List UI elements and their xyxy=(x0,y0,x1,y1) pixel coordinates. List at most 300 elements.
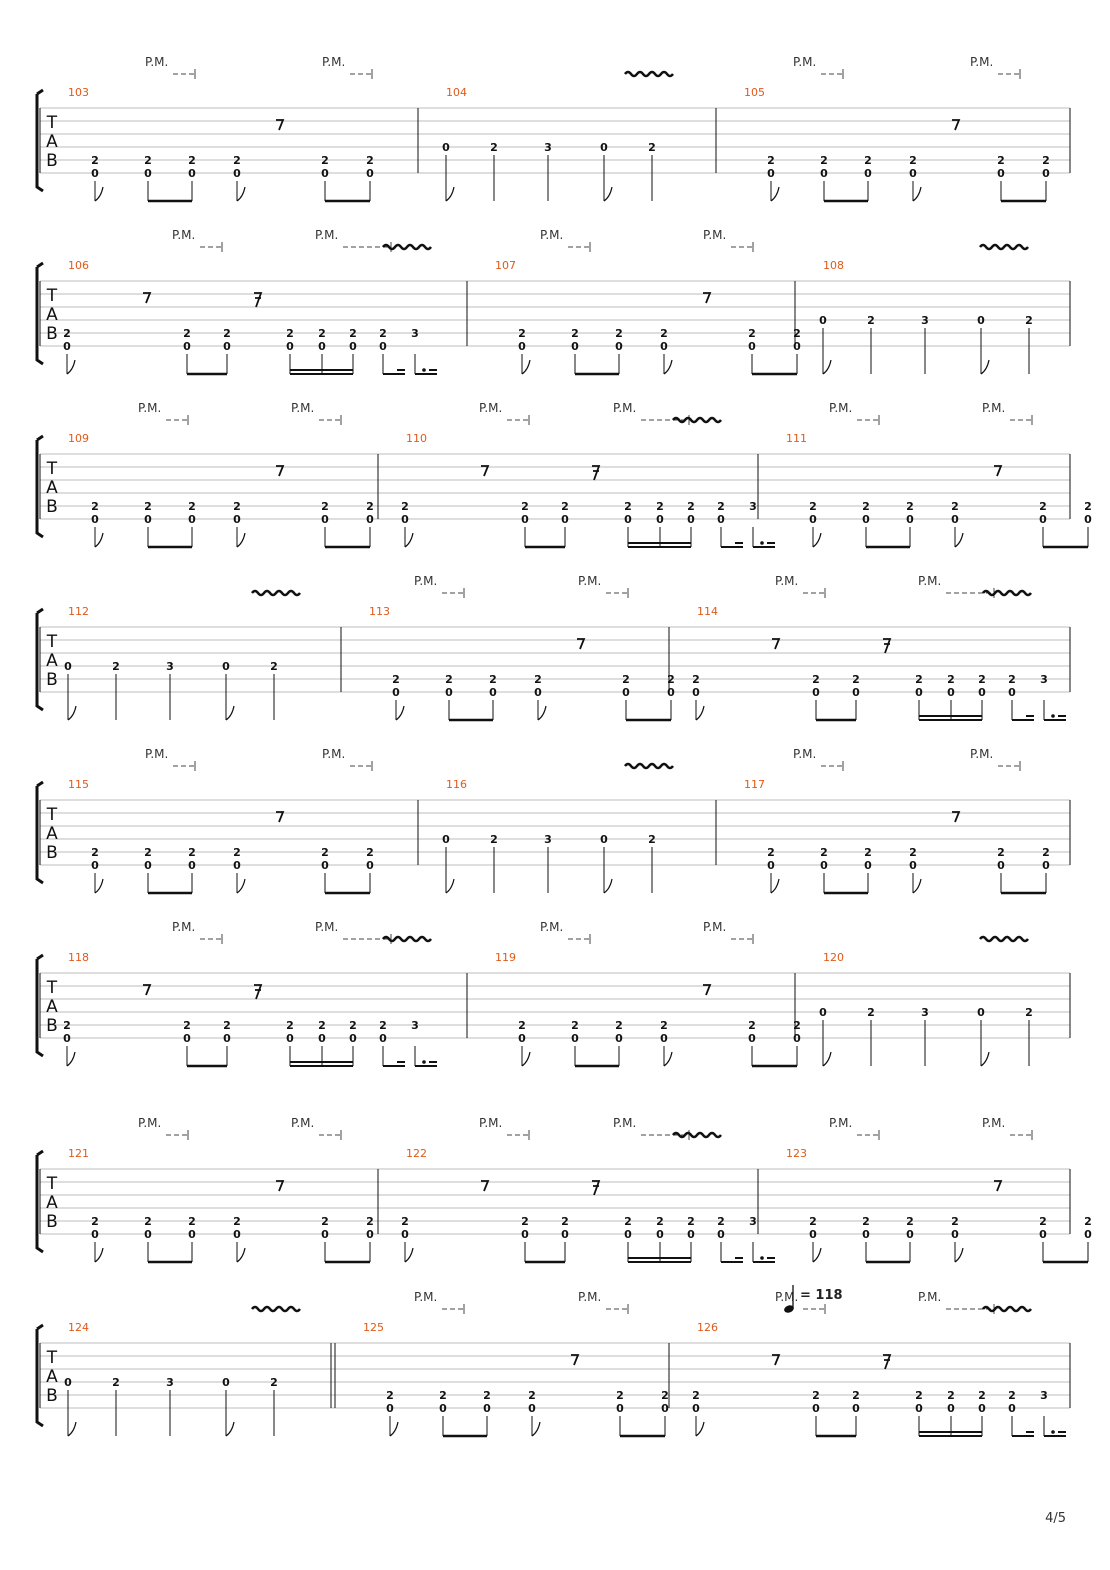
note-flag xyxy=(771,879,779,893)
fret-number: 0 xyxy=(321,859,329,872)
fret-number: 0 xyxy=(64,1376,72,1389)
fret-number: 0 xyxy=(521,513,529,526)
palm-mute-label: P.M. xyxy=(775,574,799,588)
fret-number: 2 xyxy=(112,660,120,673)
fret-number: 0 xyxy=(656,513,664,526)
fret-number: 2 xyxy=(692,673,700,686)
fret-number: 3 xyxy=(166,1376,174,1389)
fret-number: 2 xyxy=(616,1389,624,1402)
fret-number: 2 xyxy=(717,1215,725,1228)
fret-number: 3 xyxy=(1040,1389,1048,1402)
fret-number: 0 xyxy=(439,1402,447,1415)
fret-number: 2 xyxy=(439,1389,447,1402)
fret-number: 3 xyxy=(749,500,757,513)
tab-letter: B xyxy=(46,1212,58,1232)
fret-number: 2 xyxy=(1039,1215,1047,1228)
fret-number: 2 xyxy=(223,327,231,340)
fret-number: 3 xyxy=(166,660,174,673)
fret-number: 0 xyxy=(909,859,917,872)
note-flag xyxy=(446,879,454,893)
fret-number: 0 xyxy=(518,1032,526,1045)
fret-number: 2 xyxy=(909,846,917,859)
fret-number: 0 xyxy=(622,686,630,699)
fret-number: 3 xyxy=(1040,673,1048,686)
fret-number: 2 xyxy=(521,500,529,513)
palm-mute-label: P.M. xyxy=(145,55,169,69)
systems-layer xyxy=(37,55,1092,1436)
fret-number: 0 xyxy=(767,167,775,180)
fret-number: 0 xyxy=(1008,686,1016,699)
fret-number: 0 xyxy=(386,1402,394,1415)
fret-number: 2 xyxy=(667,673,675,686)
tab-letter: T xyxy=(46,286,58,306)
fret-number: 2 xyxy=(615,1019,623,1032)
bar-number: 111 xyxy=(786,432,807,445)
fret-number: 0 xyxy=(392,686,400,699)
fret-number: 2 xyxy=(812,1389,820,1402)
note-flag xyxy=(237,187,245,201)
tab-letter: A xyxy=(46,651,58,671)
fret-number: 0 xyxy=(183,1032,191,1045)
system xyxy=(37,1116,1092,1262)
fret-number: 0 xyxy=(64,660,72,673)
fret-number: 2 xyxy=(862,1215,870,1228)
fret-number: 2 xyxy=(188,846,196,859)
fret-number: 3 xyxy=(411,1019,419,1032)
palm-mute-label: P.M. xyxy=(172,228,196,242)
note-flag xyxy=(823,1052,831,1066)
fret-number: 2 xyxy=(852,1389,860,1402)
fret-number: 0 xyxy=(793,340,801,353)
fret-number: 0 xyxy=(692,686,700,699)
page-number: 4/5 xyxy=(1045,1511,1066,1526)
fret-number: 0 xyxy=(862,1228,870,1241)
bar-number: 104 xyxy=(446,86,467,99)
fret-number: 0 xyxy=(233,859,241,872)
fret-number: 0 xyxy=(864,167,872,180)
fret-number: 2 xyxy=(1008,673,1016,686)
fret-number: 2 xyxy=(852,673,860,686)
fret-number: 2 xyxy=(528,1389,536,1402)
bar-number: 125 xyxy=(363,1321,384,1334)
bar-number: 103 xyxy=(68,86,89,99)
fret-number: 0 xyxy=(909,167,917,180)
fret-number: 2 xyxy=(183,327,191,340)
fret-number: 2 xyxy=(978,673,986,686)
fret-number: 2 xyxy=(947,673,955,686)
fret-number: 0 xyxy=(63,1032,71,1045)
fret-number: 0 xyxy=(748,340,756,353)
fret-number: 0 xyxy=(188,167,196,180)
fret-number: 2 xyxy=(1084,500,1092,513)
bar-number: 107 xyxy=(495,259,516,272)
fret-number: 0 xyxy=(489,686,497,699)
note-flag xyxy=(67,360,75,374)
fret-number: 0 xyxy=(366,167,374,180)
fret-number: 2 xyxy=(112,1376,120,1389)
fret-number: 2 xyxy=(318,1019,326,1032)
fret-number: 0 xyxy=(188,513,196,526)
system xyxy=(37,1285,1070,1436)
note-flag xyxy=(532,1422,540,1436)
fret-number: 3 xyxy=(921,314,929,327)
note-flag xyxy=(68,706,76,720)
palm-mute-label: P.M. xyxy=(479,1116,503,1130)
fret-number: 0 xyxy=(687,1228,695,1241)
note-flag xyxy=(955,533,963,547)
fret-number: 0 xyxy=(571,1032,579,1045)
bar-number: 106 xyxy=(68,259,89,272)
fret-number: 0 xyxy=(561,513,569,526)
fret-number: 2 xyxy=(349,1019,357,1032)
palm-mute-label: P.M. xyxy=(829,401,853,415)
sixteenth-rest xyxy=(883,639,890,653)
note-flag xyxy=(813,1248,821,1262)
fret-number: 2 xyxy=(489,673,497,686)
system xyxy=(37,920,1070,1066)
fret-number: 0 xyxy=(820,167,828,180)
fret-number: 0 xyxy=(366,513,374,526)
fret-number: 2 xyxy=(63,1019,71,1032)
fret-number: 2 xyxy=(978,1389,986,1402)
fret-number: 0 xyxy=(233,1228,241,1241)
fret-number: 0 xyxy=(445,686,453,699)
palm-mute-label: P.M. xyxy=(703,920,727,934)
palm-mute-label: P.M. xyxy=(793,747,817,761)
fret-number: 2 xyxy=(915,673,923,686)
fret-number: 2 xyxy=(223,1019,231,1032)
fret-number: 2 xyxy=(401,1215,409,1228)
note-flag xyxy=(95,533,103,547)
tab-letter: T xyxy=(46,1174,58,1194)
fret-number: 2 xyxy=(997,154,1005,167)
palm-mute-label: P.M. xyxy=(918,574,942,588)
fret-number: 0 xyxy=(692,1402,700,1415)
tab-letter: A xyxy=(46,305,58,325)
fret-number: 0 xyxy=(144,859,152,872)
fret-number: 2 xyxy=(748,1019,756,1032)
fret-number: 2 xyxy=(656,500,664,513)
tab-letter: B xyxy=(46,151,58,171)
fret-number: 2 xyxy=(445,673,453,686)
note-flag xyxy=(67,1052,75,1066)
fret-number: 0 xyxy=(63,340,71,353)
note-flag xyxy=(237,1248,245,1262)
fret-number: 0 xyxy=(656,1228,664,1241)
fret-number: 2 xyxy=(1025,1006,1033,1019)
fret-number: 2 xyxy=(321,500,329,513)
palm-mute-label: P.M. xyxy=(322,55,346,69)
tab-letter: T xyxy=(46,459,58,479)
vibrato-marking xyxy=(673,1133,721,1137)
palm-mute-label: P.M. xyxy=(970,55,994,69)
vibrato-marking xyxy=(383,937,431,941)
fret-number: 0 xyxy=(401,1228,409,1241)
fret-number: 2 xyxy=(392,673,400,686)
fret-number: 0 xyxy=(528,1402,536,1415)
fret-number: 0 xyxy=(660,1032,668,1045)
note-flag xyxy=(604,187,612,201)
fret-number: 0 xyxy=(600,141,608,154)
fret-number: 2 xyxy=(951,1215,959,1228)
fret-number: 2 xyxy=(144,154,152,167)
vibrato-marking xyxy=(980,937,1028,941)
palm-mute-label: P.M. xyxy=(145,747,169,761)
tab-letter: A xyxy=(46,1193,58,1213)
fret-number: 0 xyxy=(321,1228,329,1241)
fret-number: 0 xyxy=(906,1228,914,1241)
sixteenth-rest xyxy=(254,985,261,999)
vibrato-marking xyxy=(252,591,300,595)
fret-number: 0 xyxy=(233,167,241,180)
fret-number: 2 xyxy=(401,500,409,513)
tab-letter: A xyxy=(46,478,58,498)
fret-number: 2 xyxy=(349,327,357,340)
sixteenth-rest xyxy=(254,293,261,307)
tab-letter: T xyxy=(46,805,58,825)
fret-number: 2 xyxy=(906,500,914,513)
fret-number: 0 xyxy=(521,1228,529,1241)
fret-number: 0 xyxy=(223,340,231,353)
fret-number: 0 xyxy=(483,1402,491,1415)
fret-number: 2 xyxy=(144,846,152,859)
fret-number: 2 xyxy=(270,1376,278,1389)
bar-number: 113 xyxy=(369,605,390,618)
fret-number: 0 xyxy=(349,340,357,353)
fret-number: 2 xyxy=(270,660,278,673)
bar-number: 124 xyxy=(68,1321,89,1334)
note-flag xyxy=(823,360,831,374)
fret-number: 2 xyxy=(91,1215,99,1228)
bar-number: 115 xyxy=(68,778,89,791)
palm-mute-label: P.M. xyxy=(414,1290,438,1304)
fret-number: 0 xyxy=(862,513,870,526)
note-flag xyxy=(405,533,413,547)
fret-number: 0 xyxy=(978,686,986,699)
fret-number: 0 xyxy=(812,686,820,699)
tab-letter: A xyxy=(46,1367,58,1387)
tab-letter: A xyxy=(46,824,58,844)
fret-number: 2 xyxy=(615,327,623,340)
fret-number: 2 xyxy=(386,1389,394,1402)
palm-mute-label: P.M. xyxy=(613,401,637,415)
note-flag xyxy=(405,1248,413,1262)
fret-number: 2 xyxy=(534,673,542,686)
fret-number: 0 xyxy=(222,1376,230,1389)
palm-mute-label: P.M. xyxy=(982,401,1006,415)
fret-number: 0 xyxy=(906,513,914,526)
tab-letter: B xyxy=(46,1386,58,1406)
tab-letter: A xyxy=(46,997,58,1017)
fret-number: 2 xyxy=(366,154,374,167)
tab-letter: T xyxy=(46,978,58,998)
tab-letter: T xyxy=(46,113,58,133)
fret-number: 2 xyxy=(687,500,695,513)
fret-number: 2 xyxy=(793,1019,801,1032)
fret-number: 3 xyxy=(411,327,419,340)
fret-number: 2 xyxy=(379,327,387,340)
fret-number: 0 xyxy=(767,859,775,872)
fret-number: 0 xyxy=(624,1228,632,1241)
fret-number: 2 xyxy=(656,1215,664,1228)
note-flag xyxy=(604,879,612,893)
fret-number: 0 xyxy=(1084,513,1092,526)
fret-number: 2 xyxy=(867,314,875,327)
fret-number: 0 xyxy=(144,167,152,180)
fret-number: 3 xyxy=(921,1006,929,1019)
fret-number: 2 xyxy=(561,1215,569,1228)
tab-letter: T xyxy=(46,1348,58,1368)
fret-number: 0 xyxy=(144,513,152,526)
fret-number: 2 xyxy=(286,327,294,340)
fret-number: 2 xyxy=(366,500,374,513)
fret-number: 0 xyxy=(997,167,1005,180)
vibrato-marking xyxy=(625,72,673,76)
fret-number: 2 xyxy=(233,846,241,859)
fret-number: 2 xyxy=(63,327,71,340)
note-flag xyxy=(981,1052,989,1066)
note-flag xyxy=(237,879,245,893)
fret-number: 0 xyxy=(442,833,450,846)
note-flag xyxy=(538,706,546,720)
palm-mute-label: P.M. xyxy=(291,1116,315,1130)
fret-number: 2 xyxy=(571,1019,579,1032)
fret-number: 0 xyxy=(616,1402,624,1415)
fret-number: 2 xyxy=(717,500,725,513)
tab-letter: B xyxy=(46,497,58,517)
bar-number: 117 xyxy=(744,778,765,791)
vibrato-marking xyxy=(625,764,673,768)
fret-number: 2 xyxy=(1084,1215,1092,1228)
palm-mute-label: P.M. xyxy=(479,401,503,415)
palm-mute-label: P.M. xyxy=(918,1290,942,1304)
fret-number: 0 xyxy=(947,1402,955,1415)
fret-number: 0 xyxy=(717,1228,725,1241)
fret-number: 2 xyxy=(864,154,872,167)
system xyxy=(37,401,1092,547)
palm-mute-label: P.M. xyxy=(793,55,817,69)
bar-number: 120 xyxy=(823,951,844,964)
bar-number: 123 xyxy=(786,1147,807,1160)
fret-number: 2 xyxy=(1042,154,1050,167)
sixteenth-rest xyxy=(592,1181,599,1195)
fret-number: 0 xyxy=(1039,513,1047,526)
fret-number: 2 xyxy=(490,833,498,846)
fret-number: 2 xyxy=(820,154,828,167)
fret-number: 2 xyxy=(518,327,526,340)
palm-mute-label: P.M. xyxy=(315,228,339,242)
note-flag xyxy=(771,187,779,201)
fret-number: 0 xyxy=(223,1032,231,1045)
vibrato-marking xyxy=(252,1307,300,1311)
fret-number: 2 xyxy=(622,673,630,686)
palm-mute-label: P.M. xyxy=(322,747,346,761)
vibrato-marking xyxy=(983,591,1031,595)
fret-number: 0 xyxy=(978,1402,986,1415)
fret-number: 0 xyxy=(660,340,668,353)
fret-number: 3 xyxy=(749,1215,757,1228)
fret-number: 2 xyxy=(692,1389,700,1402)
fret-number: 2 xyxy=(951,500,959,513)
fret-number: 2 xyxy=(366,846,374,859)
bar-number: 116 xyxy=(446,778,467,791)
fret-number: 2 xyxy=(767,846,775,859)
fret-number: 0 xyxy=(349,1032,357,1045)
fret-number: 2 xyxy=(820,846,828,859)
fret-number: 2 xyxy=(1039,500,1047,513)
palm-mute-label: P.M. xyxy=(172,920,196,934)
note-flag xyxy=(664,360,672,374)
tab-letter: T xyxy=(46,632,58,652)
vibrato-marking xyxy=(983,1307,1031,1311)
palm-mute-label: P.M. xyxy=(291,401,315,415)
fret-number: 2 xyxy=(909,154,917,167)
note-flag xyxy=(522,1052,530,1066)
palm-mute-label: P.M. xyxy=(703,228,727,242)
note-flag xyxy=(237,533,245,547)
fret-number: 2 xyxy=(561,500,569,513)
fret-number: 0 xyxy=(561,1228,569,1241)
fret-number: 0 xyxy=(321,513,329,526)
fret-number: 0 xyxy=(91,167,99,180)
bar-number: 119 xyxy=(495,951,516,964)
bar-number: 109 xyxy=(68,432,89,445)
note-flag xyxy=(95,187,103,201)
bar-number: 118 xyxy=(68,951,89,964)
palm-mute-label: P.M. xyxy=(578,574,602,588)
fret-number: 2 xyxy=(748,327,756,340)
fret-number: 0 xyxy=(518,340,526,353)
tab-letter: B xyxy=(46,324,58,344)
fret-number: 0 xyxy=(188,859,196,872)
palm-mute-label: P.M. xyxy=(138,1116,162,1130)
note-flag xyxy=(813,533,821,547)
fret-number: 0 xyxy=(852,686,860,699)
bar-number: 114 xyxy=(697,605,718,618)
note-flag xyxy=(95,1248,103,1262)
fret-number: 0 xyxy=(615,1032,623,1045)
fret-number: 2 xyxy=(183,1019,191,1032)
fret-number: 0 xyxy=(947,686,955,699)
note-flag xyxy=(226,706,234,720)
fret-number: 2 xyxy=(233,154,241,167)
note-flag xyxy=(390,1422,398,1436)
fret-number: 0 xyxy=(977,1006,985,1019)
palm-mute-label: P.M. xyxy=(829,1116,853,1130)
fret-number: 2 xyxy=(862,500,870,513)
dot xyxy=(760,1256,764,1260)
fret-number: 2 xyxy=(144,1215,152,1228)
tab-letter: B xyxy=(46,670,58,690)
fret-number: 2 xyxy=(687,1215,695,1228)
fret-number: 0 xyxy=(717,513,725,526)
fret-number: 2 xyxy=(660,327,668,340)
fret-number: 0 xyxy=(852,1402,860,1415)
fret-number: 0 xyxy=(183,340,191,353)
note-flag xyxy=(955,1248,963,1262)
dot xyxy=(760,541,764,545)
fret-number: 2 xyxy=(321,154,329,167)
fret-number: 0 xyxy=(91,859,99,872)
fret-number: 0 xyxy=(188,1228,196,1241)
fret-number: 2 xyxy=(867,1006,875,1019)
fret-number: 2 xyxy=(490,141,498,154)
palm-mute-label: P.M. xyxy=(982,1116,1006,1130)
vibrato-marking xyxy=(383,245,431,249)
fret-number: 0 xyxy=(91,1228,99,1241)
fret-number: 0 xyxy=(286,1032,294,1045)
note-flag xyxy=(68,1422,76,1436)
